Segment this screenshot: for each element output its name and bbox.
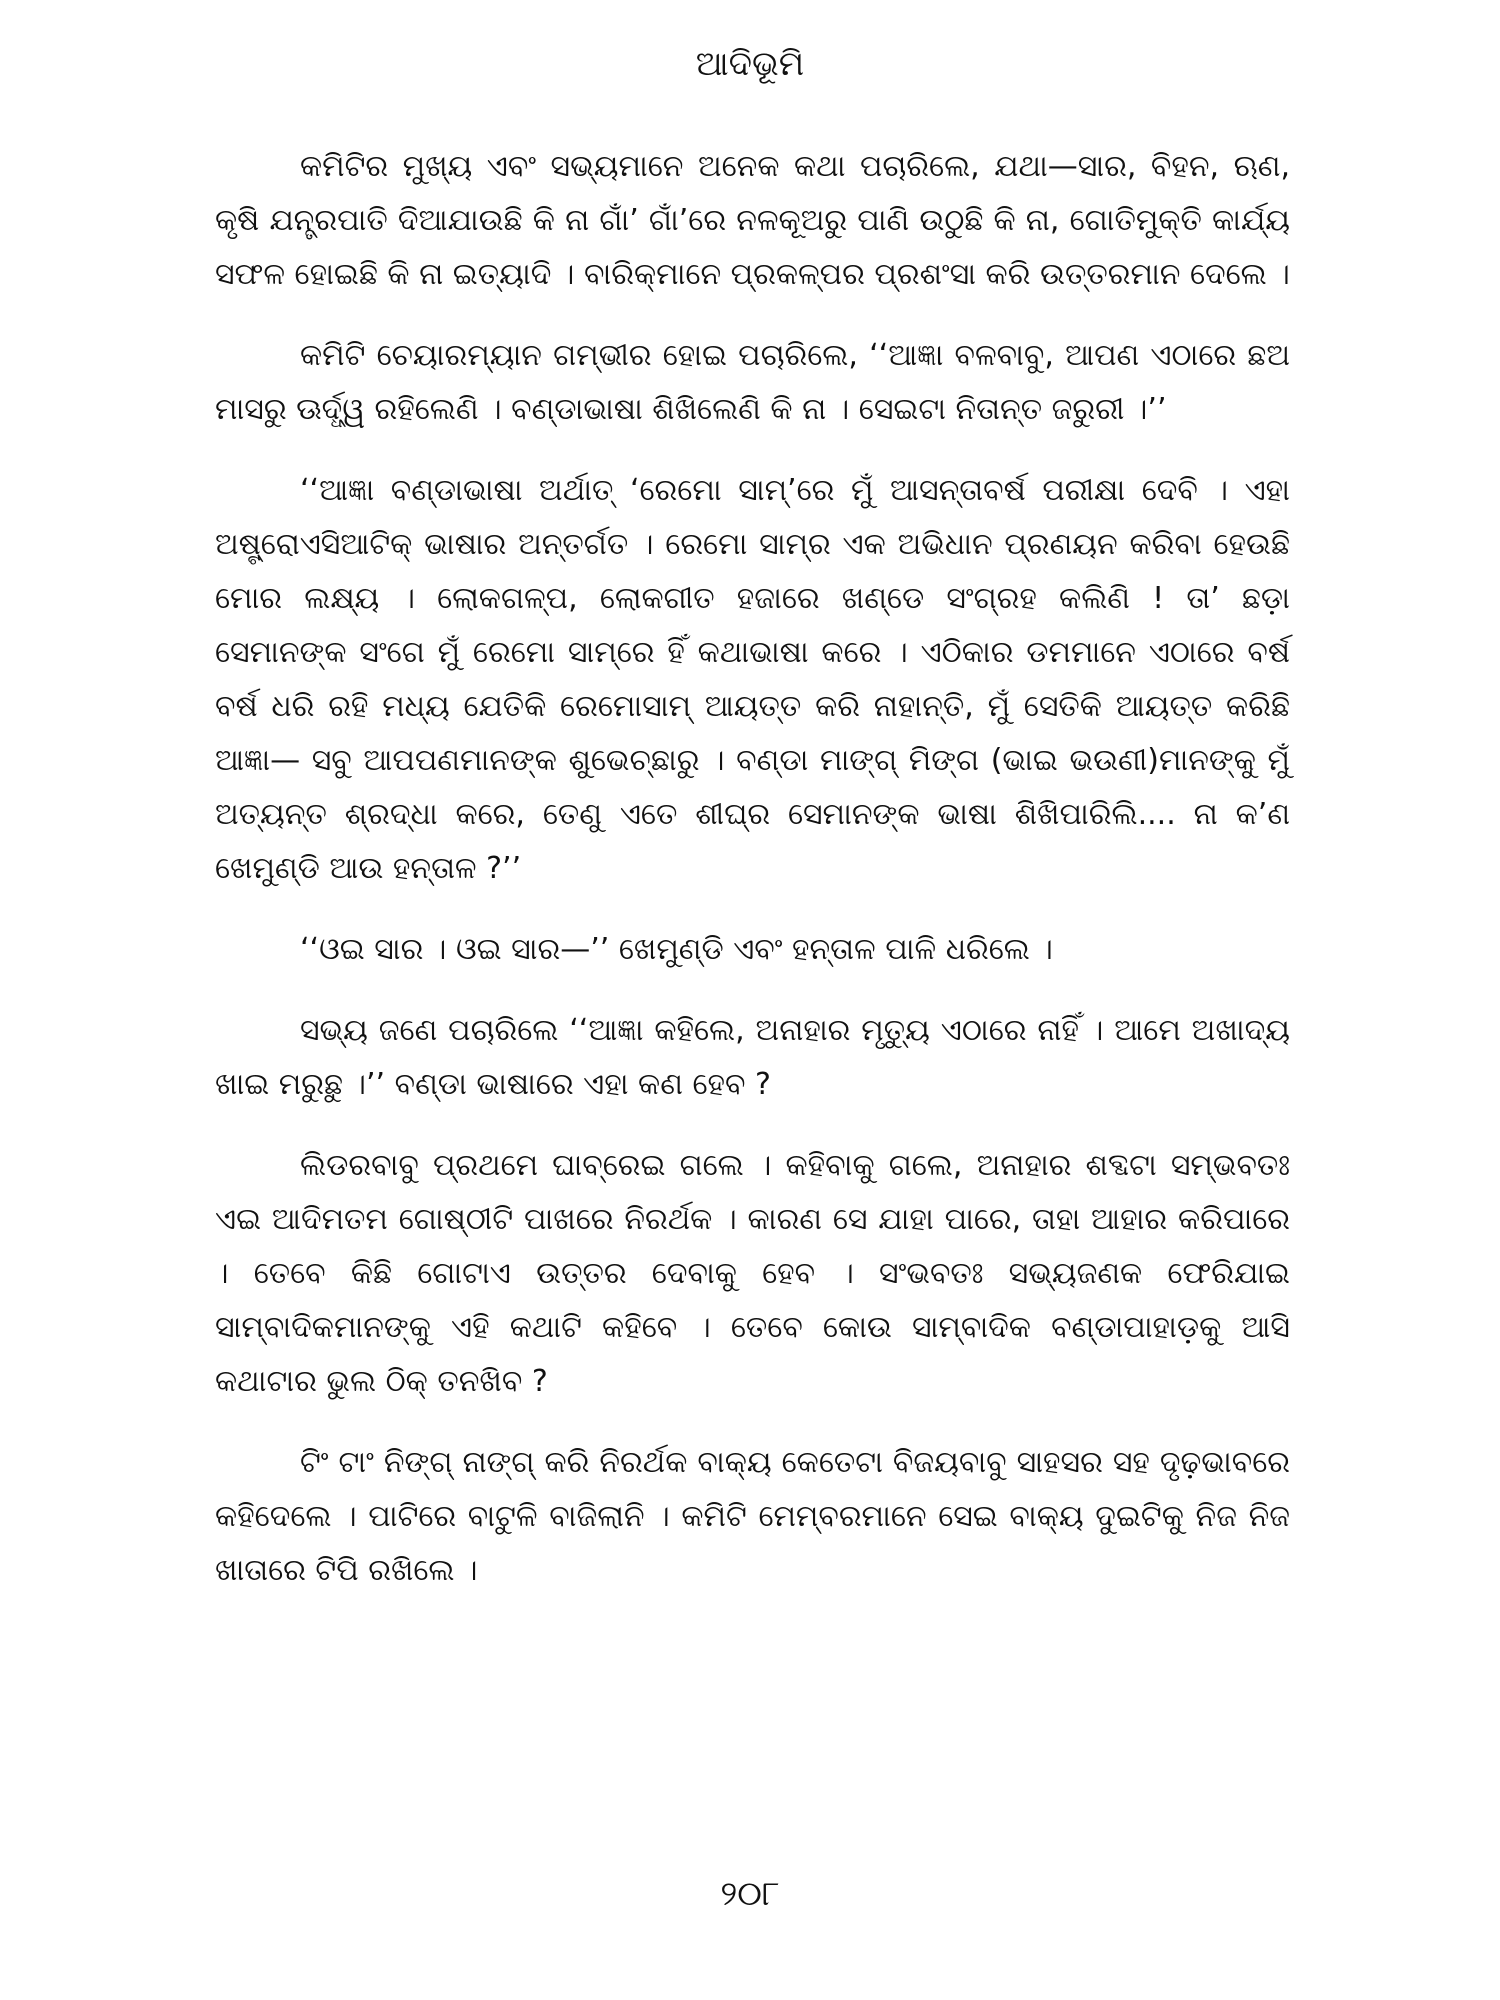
body-text	[215, 140, 1290, 1625]
paragraph-5: ସଭ୍ୟ ଜଣେ ପଚାରିଲେ ‘‘ଆଜ୍ଞା କହିଲେ, ଅନାହାର ମୃତ୍ୟୁ ଏଠାରେ ନାହିଁ । ଆମେ ଅଖାଦ୍ୟ ଖାଇ ମରୁଛୁ ।’’ ବଣ୍ଡା ଭାଷାରେ ଏହା କଣ ହେବ ?	[215, 1013, 1290, 1102]
paragraph-3: ‘‘ଆଜ୍ଞା ବଣ୍ଡାଭାଷା ଅର୍ଥାତ୍ ‘ରେମୋ ସାମ୍’ରେ ମୁଁ ଆସନ୍ତାବର୍ଷ ପରୀକ୍ଷା ଦେବି । ଏହା ଅଷ୍ଟ୍ରୋଏସିଆଟିକ୍ ଭାଷାର ଅନ୍ତର୍ଗତ । ରେମୋ ସାମ୍‌ର ଏକ ଅଭିଧାନ ପ୍ରଣୟନ କରିବା ହେଉଛି ମୋର ଲକ୍ଷ୍ୟ । ଲୋକଗଳ୍ପ, ଲୋକଗୀତ ହଜାରେ ଖଣ୍ଡେ ସଂଗ୍ରହ କଲିଣି ! ତା’ ଛଡ଼ା ସେମାନଙ୍କ ସଂଗେ ମୁଁ ରେମୋ ସାମ୍‌ରେ ହିଁ କଥାଭାଷା କରେ । ଏଠିକାର ଡମମାନେ ଏଠାରେ ବର୍ଷ ବର୍ଷ ଧରି ରହି ମଧ୍ୟ ଯେତିକି ରେମୋସାମ୍ ଆୟତ୍ତ କରି ନାହାନ୍ତି, ମୁଁ ସେତିକି ଆୟତ୍ତ କରିଛି ଆଜ୍ଞା— ସବୁ ଆପପଣମାନଙ୍କ ଶୁଭେଚ୍ଛାରୁ । ବଣ୍ଡା ମାଙ୍ଗ୍ ମିଙ୍ଗ (ଭାଇ ଭଉଣୀ)ମାନଙ୍କୁ ମୁଁ ଅତ୍ୟନ୍ତ ଶ୍ରଦ୍ଧା କରେ, ତେଣୁ ଏତେ ଶୀଘ୍ର ସେମାନଙ୍କ ଭାଷା ଶିଖିପାରିଲି.... ନା କ’ଣ ଖେମୁଣ୍ଡି ଆଉ ହନ୍ତାଳ ?’’	[215, 473, 1290, 886]
paragraph-4: ‘‘ଓଇ ସାର । ଓଇ ସାର—’’ ଖେମୁଣ୍ଡି ଏବଂ ହନ୍ତାଳ ପାଳି ଧରିଲେ ।	[300, 932, 1053, 967]
paragraph-1: କମିଟିର ମୁଖ୍ୟ ଏବଂ ସଭ୍ୟମାନେ ଅନେକ କଥା ପଚାରିଲେ, ଯଥା—ସାର, ବିହନ, ଋଣ, କୃଷି ଯନ୍ତ୍ରପାତି ଦିଆଯାଉଛି କି ନା ଗାଁ’ ଗାଁ’ରେ ନଳକୂଅରୁ ପାଣି ଉଠୁଛି କି ନା, ଗୋତିମୁକ୍ତି କାର୍ଯ୍ୟ ସଫଳ ହୋଇଛି କି ନା ଇତ୍ୟାଦି । ବାରିକ୍‌ମାନେ ପ୍ରକଳ୍ପର ପ୍ରଶଂସା କରି ଉତ୍ତରମାନ ଦେଲେ ।	[215, 149, 1290, 292]
running-title: ଆଦିଭୂମି	[695, 44, 805, 84]
paragraph-6: ଲିଡରବାବୁ ପ୍ରଥମେ ଘାବ୍‌ରେଇ ଗଲେ । କହିବାକୁ ଗଲେ, ଅନାହାର ଶବ୍ଦଟା ସମ୍ଭବତଃ ଏଇ ଆଦିମତମ ଗୋଷ୍ଠୀଟି ପାଖରେ ନିରର୍ଥକ । କାରଣ ସେ ଯାହା ପାରେ, ତାହା ଆହାର କରିପାରେ । ତେବେ କିଛି ଗୋଟାଏ ଉତ୍ତର ଦେବାକୁ ହେବ । ସଂଭବତଃ ସଭ୍ୟଜଣକ ଫେରିଯାଇ ସାମ୍ବାଦିକମାନଙ୍କୁ ଏହି କଥାଟି କହିବେ । ତେବେ କୋଉ ସାମ୍ବାଦିକ ବଣ୍ଡାପାହାଡ଼କୁ ଆସି କଥାଟାର ଭୁଲ ଠିକ୍ ତନଖିବ ?	[215, 1148, 1290, 1399]
paragraph-2: କମିଟି ଚେୟାରମ୍ୟାନ ଗମ୍ଭୀର ହୋଇ ପଚାରିଲେ, ‘‘ଆଜ୍ଞା ବଳବାବୁ, ଆପଣ ଏଠାରେ ଛଅ ମାସରୁ ଊର୍ଦ୍ଧ୍ୱ ରହିଲେଣି । ବଣ୍ଡାଭାଷା ଶିଖିଲେଣି କି ନା । ସେଇଟା ନିତାନ୍ତ ଜରୁରୀ ।’’	[215, 338, 1290, 427]
paragraph-7: ଟିଂ ଟାଂ ନିଙ୍ଗ୍ ନାଙ୍ଗ୍ କରି ନିରର୍ଥକ ବାକ୍ୟ କେତେଟା ବିଜୟବାବୁ ସାହସର ସହ ଦୃଢ଼ଭାବରେ କହିଦେଲେ । ପାଟିରେ ବାଟୁଳି ବାଜିଲାନି । କମିଟି ମେମ୍ବରମାନେ ସେଇ ବାକ୍ୟ ଦୁଇଟିକୁ ନିଜ ନିଜ ଖାତାରେ ଟିପି ରଖିଲେ ।	[215, 1445, 1290, 1588]
page-number: ୨୦୮	[720, 1874, 780, 1914]
